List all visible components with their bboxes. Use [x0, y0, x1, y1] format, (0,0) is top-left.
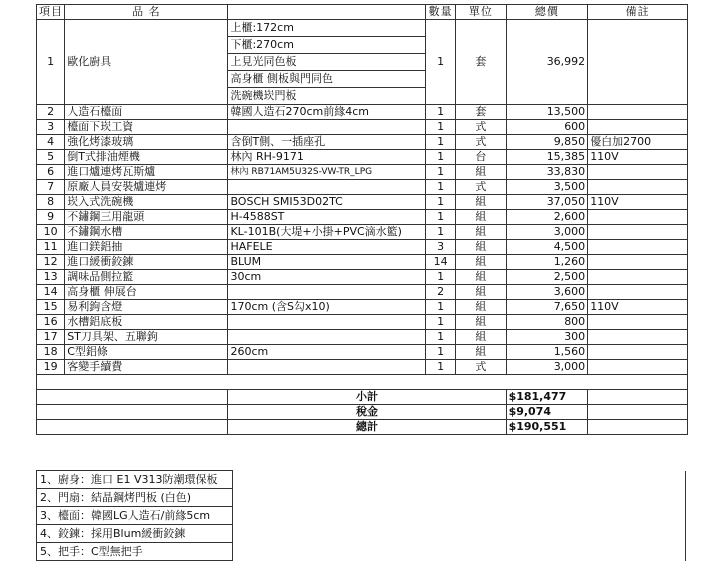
table-row — [37, 315, 688, 330]
row-remark — [588, 105, 688, 120]
row-spec: 260cm — [228, 345, 426, 360]
row-qty: 1 — [425, 225, 455, 240]
table-row — [37, 150, 688, 165]
row-spec — [228, 315, 426, 330]
row-qty: 1 — [425, 165, 455, 180]
header-unit: 單位 — [456, 5, 506, 20]
header-total: 總價 — [506, 5, 588, 20]
row-spec: BOSCH SMI53D02TC — [228, 195, 426, 210]
row-unit: 套 — [456, 105, 506, 120]
row-unit: 式 — [456, 135, 506, 150]
row-unit: 組 — [456, 225, 506, 240]
note-row — [37, 489, 686, 507]
tax-value: $9,074 — [506, 405, 588, 420]
row-name: 強化烤漆玻璃 — [65, 135, 228, 150]
row-name: 客變手續費 — [65, 360, 228, 375]
quotation-table — [36, 4, 688, 435]
tax-label: 稅金 — [228, 405, 506, 420]
spacer-row — [37, 375, 688, 390]
row-name: 不鏽鋼三用龍頭 — [65, 210, 228, 225]
row-unit: 式 — [456, 360, 506, 375]
row-remark — [588, 285, 688, 300]
row-remark — [588, 345, 688, 360]
note-text: 2、門扇：結晶鋼烤門板 (白色) — [37, 489, 233, 507]
row-name: 原廠人員安裝爐連烤 — [65, 180, 228, 195]
row-total: 3,000 — [506, 360, 588, 375]
row-name: 水槽鋁底板 — [65, 315, 228, 330]
table-row — [37, 225, 688, 240]
row-total: 3,000 — [506, 225, 588, 240]
row-number: 7 — [37, 180, 65, 195]
row-unit: 組 — [456, 330, 506, 345]
row-qty: 1 — [425, 195, 455, 210]
row-name: 不鏽鋼水槽 — [65, 225, 228, 240]
row-total: 36,992 — [506, 20, 588, 105]
row-qty: 1 — [425, 330, 455, 345]
note-text: 5、把手：C型無把手 — [37, 543, 233, 561]
row-remark — [588, 330, 688, 345]
row-unit: 組 — [456, 255, 506, 270]
row-total: 13,500 — [506, 105, 588, 120]
row-remark: 110V — [588, 195, 688, 210]
row-unit: 式 — [456, 120, 506, 135]
table-row — [37, 180, 688, 195]
table-row — [37, 300, 688, 315]
row-unit: 套 — [456, 20, 506, 105]
row-name: 高身櫃 伸展台 — [65, 285, 228, 300]
row-total: 300 — [506, 330, 588, 345]
row-qty: 1 — [425, 20, 455, 105]
row-unit: 組 — [456, 345, 506, 360]
row-number: 19 — [37, 360, 65, 375]
note-text: 1、廚身：進口 E1 V313防潮環保板 — [37, 471, 233, 489]
row-remark: 優白加2700 — [588, 135, 688, 150]
row-name: 人造石檯面 — [65, 105, 228, 120]
row-total: 600 — [506, 120, 588, 135]
subtotal-label: 小計 — [228, 390, 506, 405]
table-row — [37, 165, 688, 180]
row-qty: 1 — [425, 135, 455, 150]
row-unit: 式 — [456, 180, 506, 195]
row-qty: 1 — [425, 345, 455, 360]
row-remark — [588, 270, 688, 285]
grand-total-label: 總計 — [228, 420, 506, 435]
row-total: 15,385 — [506, 150, 588, 165]
row-total: 3,600 — [506, 285, 588, 300]
header-spec — [228, 5, 426, 20]
table-row — [37, 20, 688, 105]
spec-line: 高身櫃 側板與門同色 — [228, 71, 425, 88]
row-number: 15 — [37, 300, 65, 315]
grand-total-row — [37, 420, 688, 435]
table-row — [37, 120, 688, 135]
row-unit: 組 — [456, 270, 506, 285]
row-qty: 1 — [425, 105, 455, 120]
row-spec: 韓國人造石270cm前緣4cm — [228, 105, 426, 120]
row-qty: 1 — [425, 210, 455, 225]
row-total: 2,600 — [506, 210, 588, 225]
row-name: 倒T式排油煙機 — [65, 150, 228, 165]
header-name: 品 名 — [65, 5, 228, 20]
row-spec — [228, 120, 426, 135]
row-number: 18 — [37, 345, 65, 360]
table-row — [37, 285, 688, 300]
row-total: 800 — [506, 315, 588, 330]
row-number: 13 — [37, 270, 65, 285]
quotation-sheet — [36, 4, 688, 435]
note-text: 3、檯面：韓國LG人造石/前緣5cm — [37, 507, 233, 525]
subtotal-value: $181,477 — [506, 390, 588, 405]
row-name: 崁入式洗碗機 — [65, 195, 228, 210]
row-name: 調味品側拉籃 — [65, 270, 228, 285]
row-qty: 1 — [425, 150, 455, 165]
row-total: 33,830 — [506, 165, 588, 180]
row-name: 易利鉤含燈 — [65, 300, 228, 315]
row-remark — [588, 165, 688, 180]
row-total: 2,500 — [506, 270, 588, 285]
row-qty: 1 — [425, 300, 455, 315]
row-unit: 組 — [456, 165, 506, 180]
table-row — [37, 135, 688, 150]
row-remark — [588, 225, 688, 240]
table-row — [37, 105, 688, 120]
spec-list-cell — [228, 20, 426, 105]
row-unit: 組 — [456, 315, 506, 330]
row-name: 進口緩衝鉸鍊 — [65, 255, 228, 270]
row-remark: 110V — [588, 300, 688, 315]
row-total: 4,500 — [506, 240, 588, 255]
row-spec — [228, 180, 426, 195]
row-unit: 組 — [456, 195, 506, 210]
table-row — [37, 270, 688, 285]
table-row — [37, 240, 688, 255]
row-total: 1,260 — [506, 255, 588, 270]
row-total: 7,650 — [506, 300, 588, 315]
row-spec: H-4588ST — [228, 210, 426, 225]
header-remarks: 備註 — [588, 5, 688, 20]
note-row — [37, 507, 686, 525]
quotation-body — [37, 5, 688, 435]
spec-line: 上櫃:172cm — [228, 20, 425, 37]
row-number: 5 — [37, 150, 65, 165]
row-spec: 30cm — [228, 270, 426, 285]
row-spec — [228, 330, 426, 345]
header-qty: 數量 — [425, 5, 455, 20]
row-number: 9 — [37, 210, 65, 225]
row-remark — [588, 255, 688, 270]
row-spec: 林內 RB71AM5U32S-VW-TR_LPG — [228, 165, 426, 180]
row-spec: 含倒T側、一插座孔 — [228, 135, 426, 150]
note-text: 4、鉸鍊：採用Blum緩衝鉸鍊 — [37, 525, 233, 543]
row-unit: 組 — [456, 240, 506, 255]
row-remark — [588, 180, 688, 195]
row-qty: 14 — [425, 255, 455, 270]
row-number: 14 — [37, 285, 65, 300]
row-remark — [588, 20, 688, 105]
row-total: 9,850 — [506, 135, 588, 150]
note-row — [37, 543, 686, 561]
table-row — [37, 330, 688, 345]
notes-table — [36, 470, 686, 561]
row-unit: 台 — [456, 150, 506, 165]
row-number: 2 — [37, 105, 65, 120]
row-spec: 林內 RH-9171 — [228, 150, 426, 165]
row-name: 進口爐連烤瓦斯爐 — [65, 165, 228, 180]
row-spec: 170cm (含S勾x10) — [228, 300, 426, 315]
row-number: 3 — [37, 120, 65, 135]
row-qty: 1 — [425, 120, 455, 135]
row-remark — [588, 210, 688, 225]
row-total: 3,500 — [506, 180, 588, 195]
row-qty: 3 — [425, 240, 455, 255]
table-row — [37, 210, 688, 225]
row-number: 1 — [37, 20, 65, 105]
row-number: 16 — [37, 315, 65, 330]
row-total: 37,050 — [506, 195, 588, 210]
note-row — [37, 471, 686, 489]
row-number: 8 — [37, 195, 65, 210]
table-row — [37, 255, 688, 270]
row-number: 10 — [37, 225, 65, 240]
row-unit: 組 — [456, 300, 506, 315]
row-qty: 1 — [425, 360, 455, 375]
header-row — [37, 5, 688, 20]
tax-row — [37, 405, 688, 420]
grand-total-value: $190,551 — [506, 420, 588, 435]
row-number: 6 — [37, 165, 65, 180]
row-spec — [228, 360, 426, 375]
row-number: 11 — [37, 240, 65, 255]
row-number: 4 — [37, 135, 65, 150]
row-spec: HAFELE — [228, 240, 426, 255]
row-total: 1,560 — [506, 345, 588, 360]
spec-line: 上見光同色板 — [228, 54, 425, 71]
row-remark — [588, 315, 688, 330]
table-row — [37, 360, 688, 375]
note-row — [37, 525, 686, 543]
row-remark — [588, 240, 688, 255]
header-item-no: 項目 — [37, 5, 65, 20]
row-name: 檯面下崁工資 — [65, 120, 228, 135]
row-name: ST刀具架、五聯鉤 — [65, 330, 228, 345]
row-name: 進口鎂鋁抽 — [65, 240, 228, 255]
table-row — [37, 195, 688, 210]
spec-line: 下櫃:270cm — [228, 37, 425, 54]
row-remark — [588, 360, 688, 375]
row-unit: 組 — [456, 210, 506, 225]
row-qty: 1 — [425, 270, 455, 285]
spec-list — [228, 20, 425, 104]
table-row — [37, 345, 688, 360]
row-unit: 組 — [456, 285, 506, 300]
row-qty: 1 — [425, 180, 455, 195]
row-qty: 1 — [425, 315, 455, 330]
row-name: C型鋁條 — [65, 345, 228, 360]
row-spec — [228, 285, 426, 300]
row-name: 歐化廚具 — [65, 20, 228, 105]
row-number: 12 — [37, 255, 65, 270]
row-qty: 2 — [425, 285, 455, 300]
row-spec: BLUM — [228, 255, 426, 270]
spec-line: 洗碗機崁門板 — [230, 89, 297, 102]
row-remark — [588, 120, 688, 135]
subtotal-row — [37, 390, 688, 405]
row-number: 17 — [37, 330, 65, 345]
notes-section — [36, 470, 686, 561]
row-remark: 110V — [588, 150, 688, 165]
row-spec: KL-101B(大堤+小掛+PVC滴水籃) — [228, 225, 426, 240]
